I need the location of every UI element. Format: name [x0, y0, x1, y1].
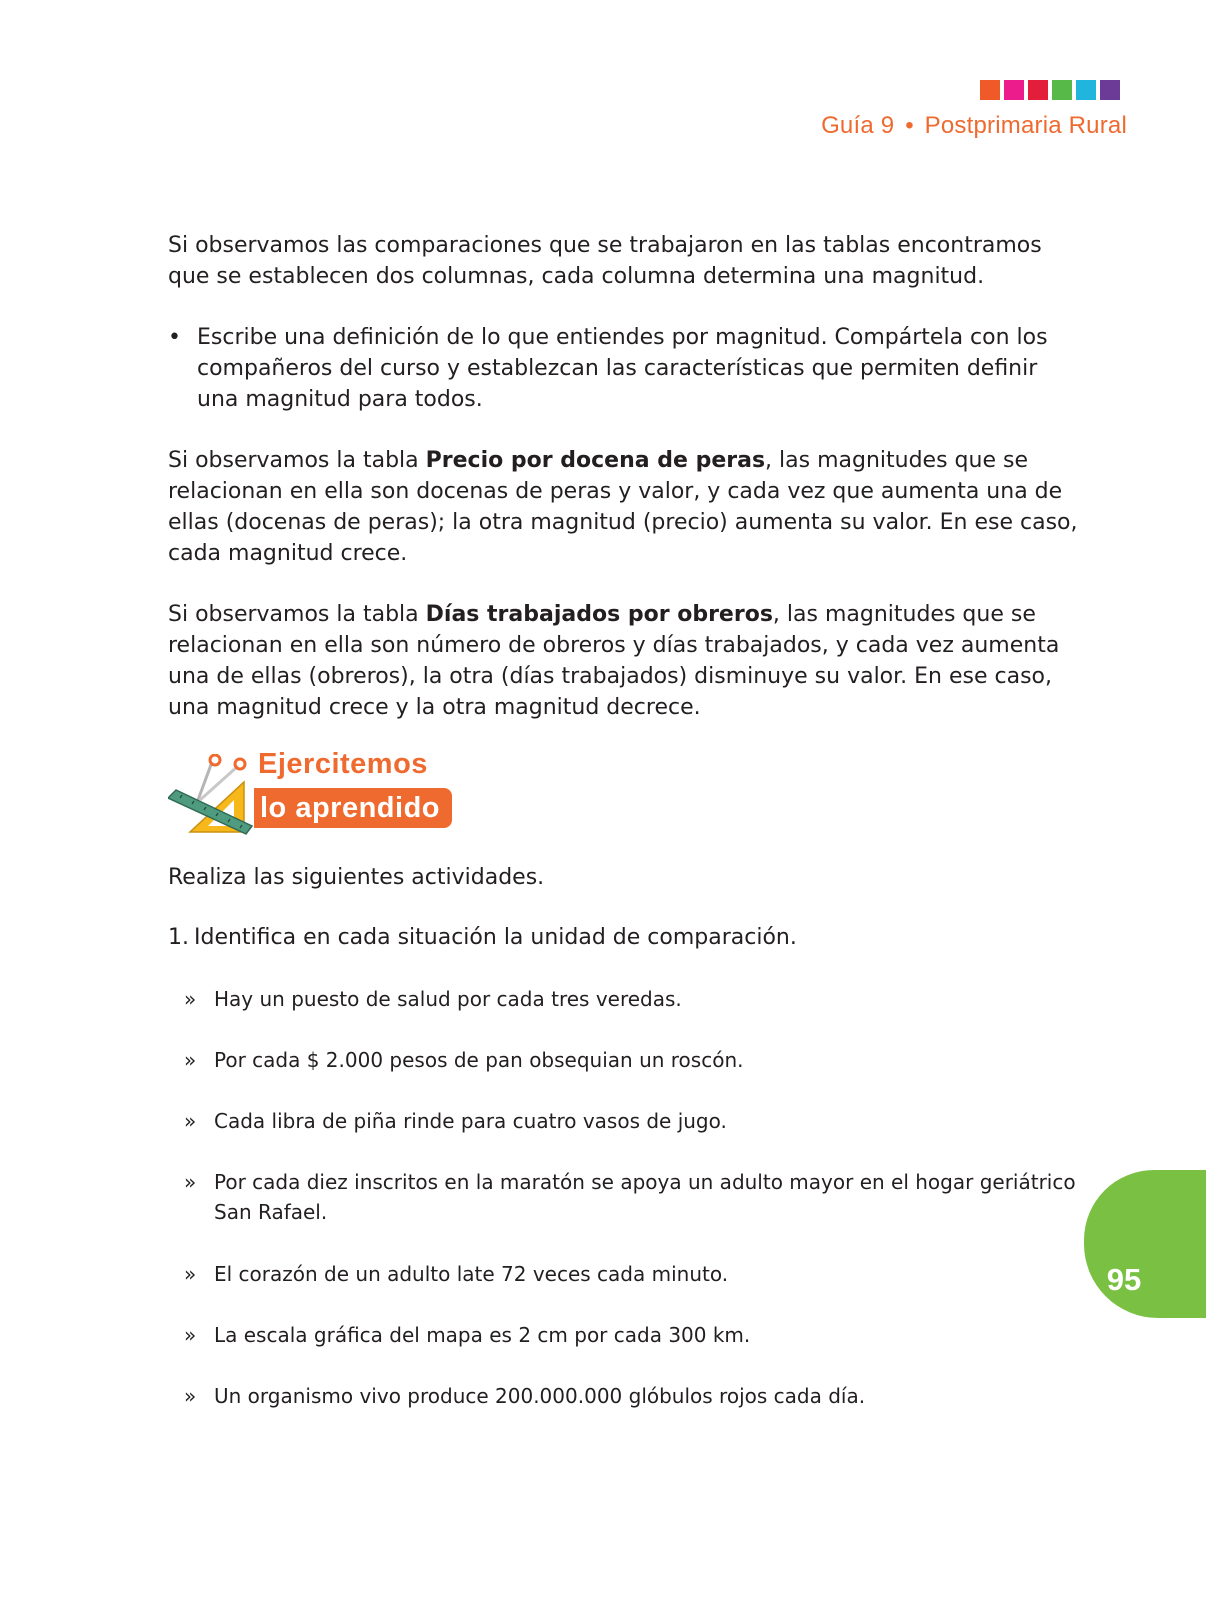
list-item-text: El corazón de un adulto late 72 veces cada minuto. [214, 1262, 729, 1286]
bullet-definition: • Escribe una definición de lo que entiendes por magnitud. Compártela con los compañeros del curso y establezcan las características que permiten definir una magnitud para todos. [168, 322, 1080, 415]
list-marker: » [184, 1323, 197, 1347]
paragraph-workers-rest: , las magnitudes que se relacionan en ella son número de obreros y días trabajados, y cada vez aumenta una de ellas (obreros), la otra (días trabajados) disminuye su valor. En ese caso, una magnitud crece y la otra magnitud decrece. [168, 602, 1060, 720]
color-swatch [1052, 80, 1072, 100]
paragraph-workers [168, 599, 1080, 723]
paragraph-pears-lead: Si observamos la tabla [168, 448, 426, 473]
list-item [184, 1259, 1080, 1289]
section-heading [168, 748, 468, 838]
list-marker: » [184, 1384, 197, 1408]
list-marker: » [184, 1109, 197, 1133]
color-swatch [1076, 80, 1096, 100]
section-title-line2: lo aprendido [254, 788, 452, 828]
activities-intro: Realiza las siguientes actividades. [168, 865, 545, 890]
paragraph-pears-rest: , las magnitudes que se relacionan en ella son docenas de peras y valor, y cada vez que aumenta una de ellas (docenas de peras); la otra magnitud (precio) aumenta su valor. En ese caso, cada magnitud crece. [168, 448, 1078, 566]
list-item [184, 1320, 1080, 1350]
list-item-text: Un organismo vivo produce 200.000.000 glóbulos rojos cada día. [214, 1384, 866, 1408]
program-label: Postprimaria Rural [924, 112, 1127, 139]
list-item-text: Cada libra de piña rinde para cuatro vasos de jugo. [214, 1109, 727, 1133]
paragraph-workers-lead: Si observamos la tabla [168, 602, 426, 627]
running-header [821, 112, 1127, 140]
list-item-text: La escala gráfica del mapa es 2 cm por cada 300 km. [214, 1323, 751, 1347]
list-item-text: Por cada diez inscritos en la maratón se apoya un adulto mayor en el hogar geriátrico San Rafael. [214, 1170, 1076, 1224]
list-marker: » [184, 1048, 197, 1072]
list-marker: » [184, 1170, 197, 1194]
color-swatch [1028, 80, 1048, 100]
color-strip [980, 80, 1120, 100]
situations-list [184, 984, 1080, 1442]
activity-item [168, 922, 797, 953]
paragraph-pears [168, 445, 1080, 569]
list-marker: » [184, 1262, 197, 1286]
header-separator: • [905, 112, 914, 139]
list-item [184, 984, 1080, 1014]
list-item [184, 1045, 1080, 1075]
paragraph-columns: Si observamos las comparaciones que se trabajaron en las tablas encontramos que se establecen dos columnas, cada columna determina una magnitud. [168, 233, 1042, 289]
body-text [168, 230, 1080, 723]
color-swatch [1100, 80, 1120, 100]
color-swatch [980, 80, 1000, 100]
page-number: 95 [1106, 1262, 1142, 1297]
table-name-workers: Días trabajados por obreros [425, 602, 773, 627]
section-title-line1: Ejercitemos [258, 748, 428, 780]
list-item-text: Por cada $ 2.000 pesos de pan obsequian un roscón. [214, 1048, 744, 1072]
activity-number: 1. [168, 925, 189, 950]
ruler-scissors-icon [168, 754, 254, 836]
guide-label: Guía 9 [821, 112, 895, 139]
activity-text: Identifica en cada situación la unidad de comparación. [194, 925, 797, 950]
color-swatch [1004, 80, 1024, 100]
list-item-text: Hay un puesto de salud por cada tres veredas. [214, 987, 682, 1011]
table-name-pears: Precio por docena de peras [425, 448, 766, 473]
list-item [184, 1167, 1080, 1227]
list-item [184, 1106, 1080, 1136]
list-item [184, 1381, 1080, 1411]
list-marker: » [184, 987, 197, 1011]
